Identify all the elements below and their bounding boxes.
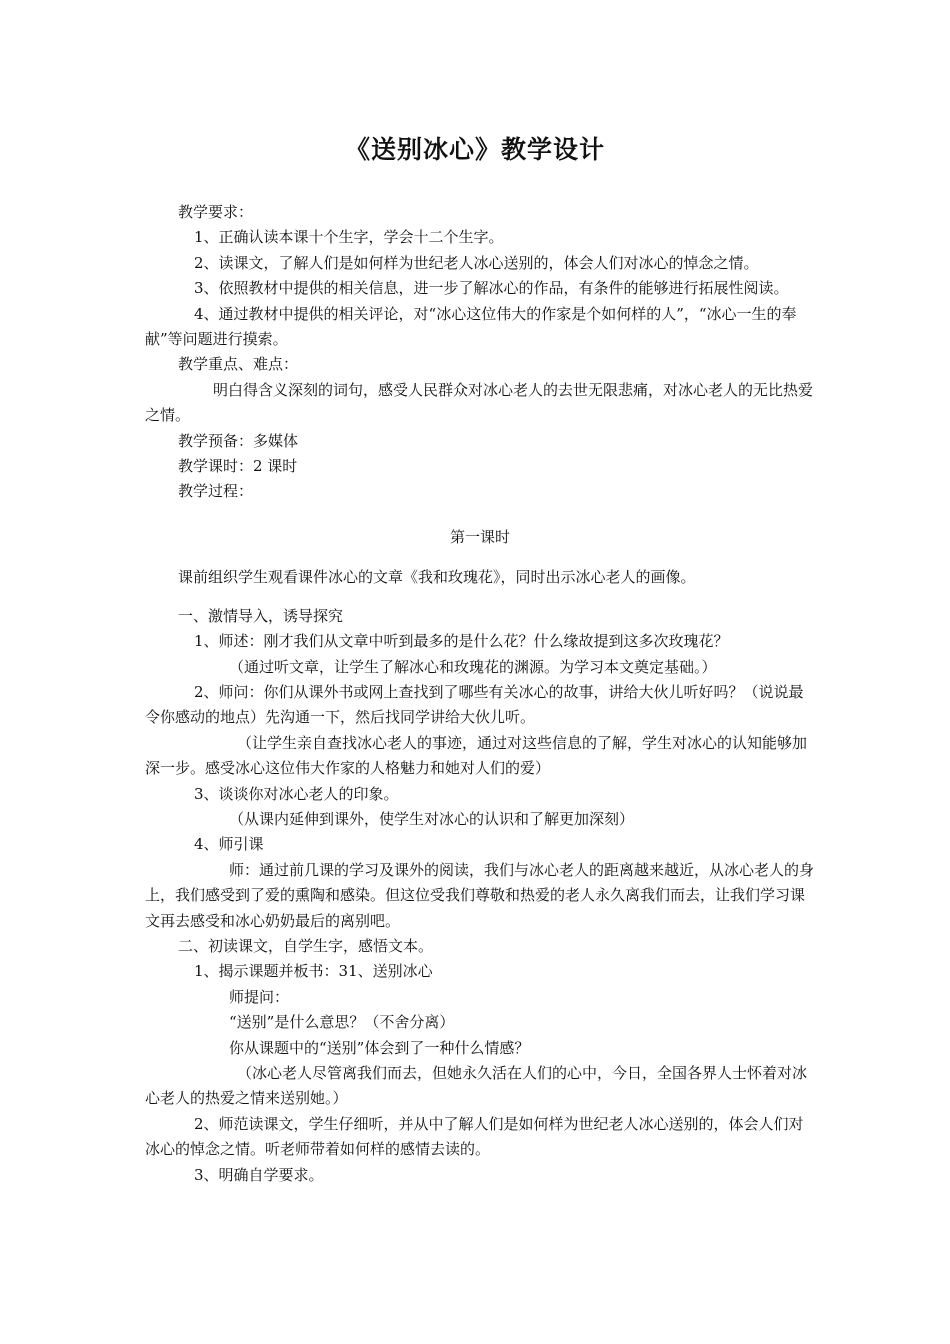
section-heading: 一、激情导入，诱导探究	[178, 606, 344, 625]
section-note: （让学生亲自查找冰心老人的事迹，通过对这些信息的了解，学生对冰心的认知能够加深一步。感受冰心这位伟大作家的人格魅力和她对人们的爱）	[145, 733, 808, 778]
process-heading: 教学过程：	[178, 482, 254, 501]
section-item: 4、师引课	[194, 835, 264, 854]
section-note: （冰心老人尽管离我们而去，但她永久活在人们的心中，今日，全国各界人士怀着对冰心老人的热爱之情来送别她。）	[145, 1064, 808, 1108]
document-body	[145, 200, 815, 1188]
section-heading: 二、初读课文，自学生字，感悟文本。	[178, 936, 434, 955]
requirement-item: 1、正确认读本课十个生字，学会十二个生字。	[194, 228, 504, 247]
section-text: 师：通过前几课的学习及课外的阅读，我们与冰心老人的距离越来越近，从冰心老人的身上，我们感受到了爱的熏陶和感染。但这位受我们尊敬和热爱的老人永久离我们而去，让我们学习课文再去感受和冰心奶奶最后的离别吧。	[145, 860, 815, 930]
lesson-title: 第一课时	[449, 527, 510, 546]
requirements-heading: 教学要求：	[178, 203, 254, 221]
section-text: 师提问：	[229, 987, 290, 1006]
section-text: 你从课题中的“送别”体会到了一种什么情感？	[229, 1038, 530, 1057]
hours-line: 教学课时：2 课时	[178, 457, 298, 476]
section-note: （通过听文章，让学生了解冰心和玫瑰花的渊源。为学习本文奠定基础。）	[229, 657, 717, 676]
key-points-heading: 教学重点、难点：	[178, 355, 299, 374]
section-item: 1、师述：刚才我们从文章中听到最多的是什么花？什么缘故提到这多次玫瑰花？	[194, 632, 729, 651]
section-item: 3、谈谈你对冰心老人的印象。	[194, 784, 399, 803]
section-item: 2、师问：你们从课外书或网上查找到了哪些有关冰心的故事，讲给大伙儿听好吗？（说说最令你感动的地点）先沟通一下，然后找同学讲给大伙儿听。	[145, 682, 804, 727]
section-item: 1、揭示课题并板书：31、送别冰心	[194, 962, 433, 981]
requirement-item: 3、依照教材中提供的相关信息，进一步了解冰心的作品，有条件的能够进行拓展性阅读。	[194, 279, 789, 298]
requirement-item: 2、读课文，了解人们是如何样为世纪老人冰心送别的，体会人们对冰心的悼念之情。	[194, 253, 759, 272]
section-text: “送别”是什么意思？（不舍分离）	[229, 1013, 455, 1032]
key-points-text: 明白得含义深刻的词句，感受人民群众对冰心老人的去世无限悲痛，对冰心老人的无比热爱之情。	[145, 380, 814, 425]
document-title: 《送别冰心》教学设计	[344, 135, 605, 164]
section-item: 3、明确自学要求。	[194, 1165, 324, 1184]
section-note: （从课内延伸到课外，使学生对冰心的认识和了解更加深刻）	[229, 809, 635, 828]
pre-class-text: 课前组织学生观看课件冰心的文章《我和玫瑰花》，同时出示冰心老人的画像。	[178, 568, 696, 587]
section-item: 2、师范读课文，学生仔细听，并从中了解人们是如何样为世纪老人冰心送别的，体会人们对冰心的悼念之情。听老师带着如何样的感情去读的。	[145, 1114, 804, 1159]
requirement-item: 4、通过教材中提供的相关评论，对“冰心这位伟大的作家是个如何样的人”，“冰心一生的奉献”等问题进行摸索。	[145, 304, 797, 349]
preparation-line: 教学预备：多媒体	[178, 431, 299, 450]
